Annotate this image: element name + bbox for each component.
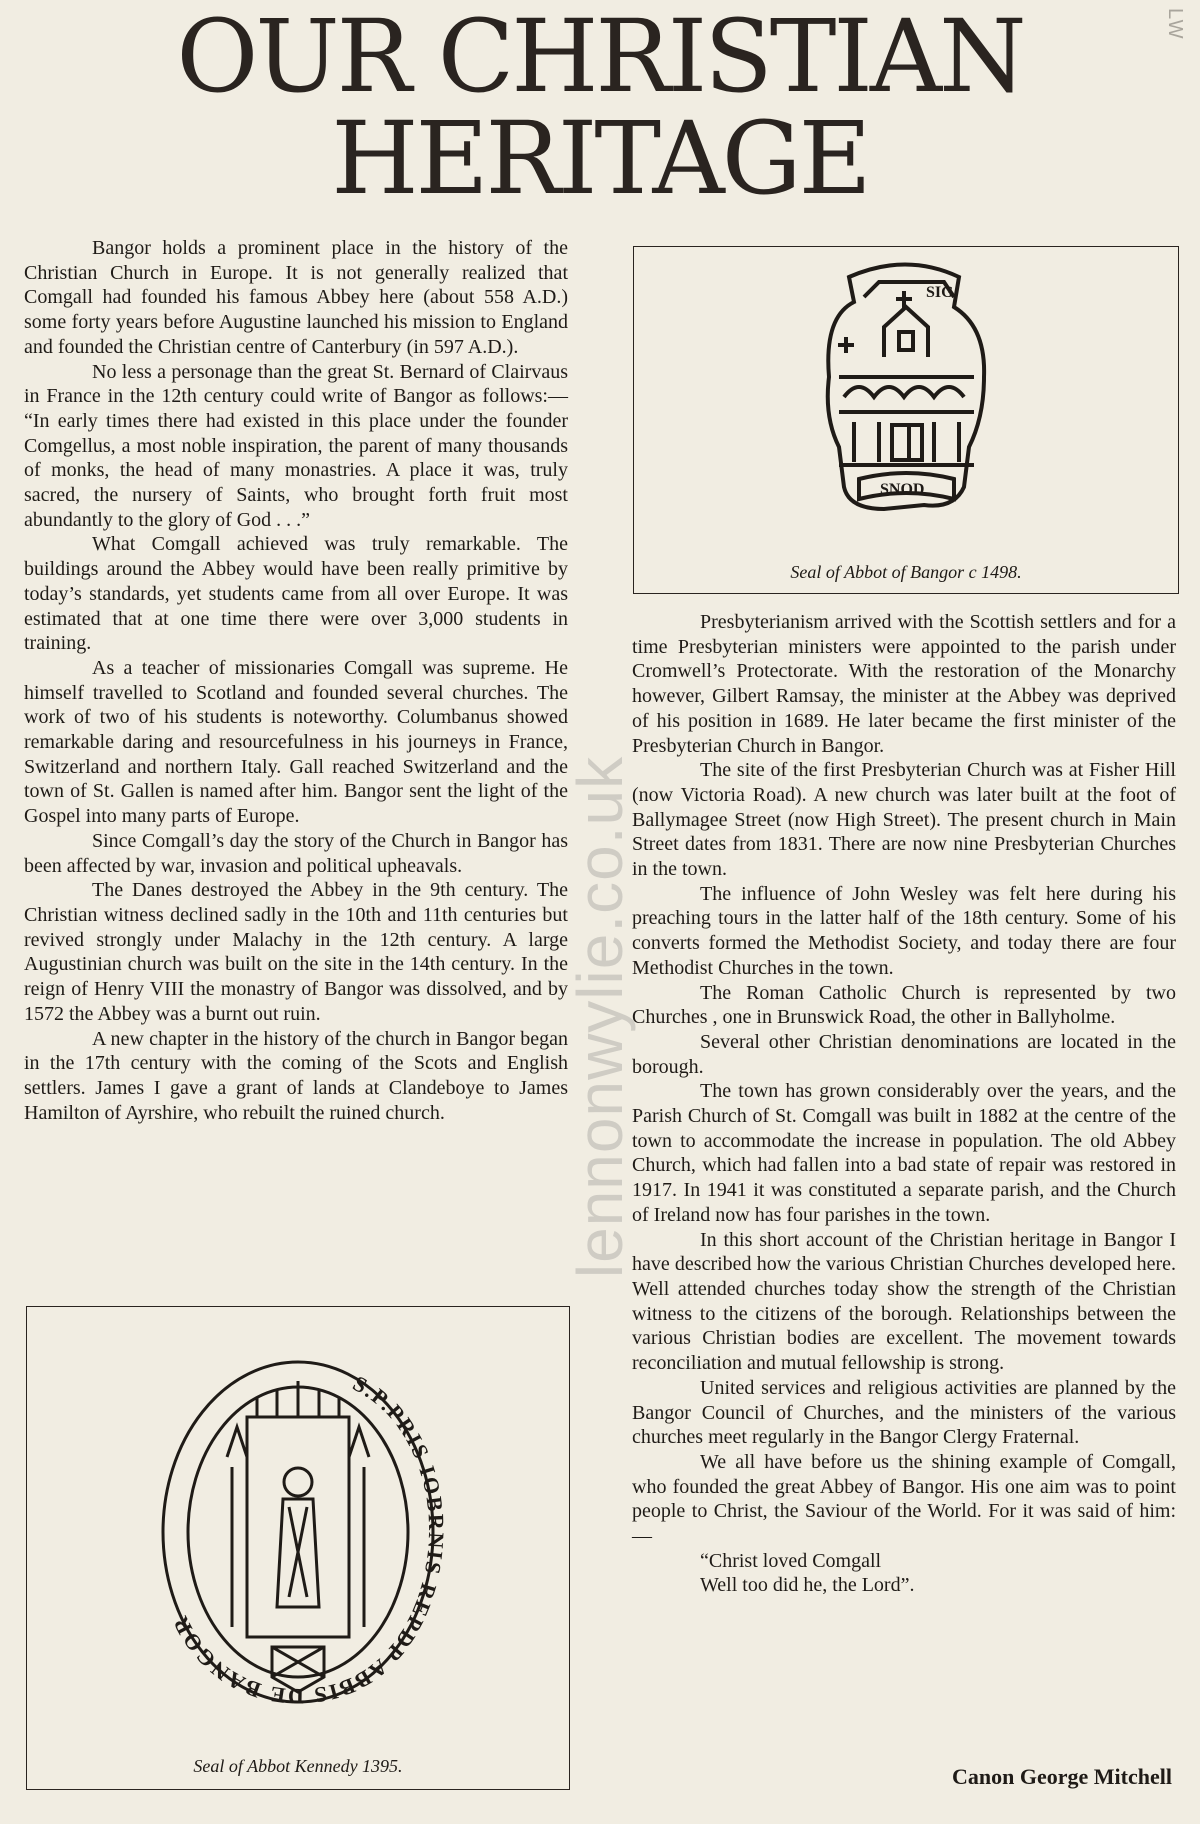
seal-kennedy-text: S.P.PRIS IOBRNIS REPDP ABBIS DE BANGOR [166,1370,450,1710]
paragraph: The site of the first Presbyterian Church was at Fisher Hill (now Victoria Road). A new church was later built at the foot of Ballymagee Street (now High Street). The present church in Main Street dates from 1831. There are now nine Presbyterian Churches in the town. [632,759,1176,881]
figure-abbot-kennedy-seal [26,1306,570,1790]
watermark: lennonwylie.co.uk [564,755,636,1279]
verse-line: Well too did he, the Lord”. [700,1574,915,1597]
author-signature: Canon George Mitchell [952,1764,1172,1789]
paragraph: The Danes destroyed the Abbey in the 9th century. The Christian witness declined sadly in the 10th and 11th centuries but revived strongly under Malachy in the 12th century. A large Augustinian church was built on the site in the 14th century. In the reign of Henry VIII the monastry of Bangor was dissolved, and by 1572 the Abbey was a burnt out ruin. [24,879,568,1025]
figure-abbot-seal-1498 [633,246,1179,594]
corner-mark: LW [1164,8,1186,41]
paragraph: We all have before us the shining example of Comgall, who founded the great Abbey of Bangor. His one aim was to point people to Christ, the Saviour of the World. For it was said of him:— [632,1450,1176,1548]
verse-line: “Christ loved Comgall [700,1549,882,1572]
paragraph: Presbyterianism arrived with the Scottish settlers and for a time Presbyterian ministers were appointed to the parish under Cromwell’s Protectorate. With the restoration of the Monarchy however, Gilbert Ramsay, the minister at the Abbey was deprived of his position in 1689. He later became the first minister of the Presbyterian Church in Bangor. [632,611,1176,757]
paragraph: The influence of John Wesley was felt here during his preaching tours in the latter half of the 18th century. Some of his converts formed the Methodist Society, and today there are four Methodist Churches in the town. [632,882,1176,979]
seal-1498-illustration [634,247,1178,547]
paragraph: No less a personage than the great St. Bernard of Clairvaus in France in the 12th century could write of Bangor as follows:— “In early times there had existed in this place under the founder Comgellus, a most noble inspiration, the parent of many thousands of monks, the head of many monastries. A place it was, truly sacred, the nursery of Saints, who brought forth fruit most abundantly to the glory of God . . .” [24,360,568,531]
paragraph: As a teacher of missionaries Comgall was supreme. He himself travelled to Scotland and founded several churches. The work of two of his students is noteworthy. Columbanus showed remarkable daring and resourcefulness in his journeys in France, Switzerland and northern Italy. Gall reached Switzerland and the town of St. Gallen is named after him. Bangor sent the light of the Gospel into many parts of Europe. [24,656,568,828]
paragraph: United services and religious activities are planned by the Bangor Council of Churches, and the ministers of the various churches meet regularly in the Bangor Clergy Fraternal. [632,1376,1176,1449]
figure-caption: Seal of Abbot of Bangor c 1498. [790,562,1022,582]
paragraph: In this short account of the Christian heritage in Bangor I have described how the various Christian Churches developed here. Well attended churches today show the strength of the Christian witness to the citizens of the borough. Relationships between the various Christian bodies are excellent. The movement towards reconciliation and mutual fellowship is strong. [632,1228,1176,1375]
paragraph: What Comgall achieved was truly remarkable. The buildings around the Abbey would have been really primitive by today’s standards, yet students came from all over Europe. It was estimated that at one time there were over 3,000 students in training. [24,533,568,655]
left-column [24,236,568,1125]
article-title [0,0,1200,217]
seal-kennedy-illustration [27,1307,569,1747]
seal-1498-text-lower: SNOD [880,481,925,498]
title-line-1: OUR CHRISTIAN [176,0,1024,115]
paragraph: Bangor holds a prominent place in the history of the Christian Church in Europe. It is not generally realized that Comgall had founded his famous Abbey here (about 558 A.D.) some forty years before Augustine launched his mission to England and founded the Christian centre of Canterbury (in 597 A.D.). [24,237,568,358]
paragraph: The Roman Catholic Church is represented by two Churches , one in Brunswick Road, the other in Ballyholme. [632,981,1176,1029]
right-column [632,610,1176,1598]
paragraph: Since Comgall’s day the story of the Church in Bangor has been affected by war, invasion and political upheavals. [24,829,568,877]
figure-caption: Seal of Abbot Kennedy 1395. [193,1756,403,1776]
title-line-2: HERITAGE [331,100,869,217]
paragraph: The town has grown considerably over the years, and the Parish Church of St. Comgall was built in 1882 at the centre of the town to accommodate the increase in population. The old Abbey Church, which had fallen into a bad state of repair was restored in 1917. In 1941 it was constituted a separate parish, and the Church of Ireland now has four parishes in the town. [632,1080,1176,1226]
paragraph: A new chapter in the history of the church in Bangor began in the 17th century with the coming of the Scots and English settlers. James I gave a grant of lands at Clandeboye to James Hamilton of Ayrshire, who rebuilt the ruined church. [24,1027,568,1124]
paragraph: Several other Christian denominations are located in the borough. [632,1030,1176,1078]
seal-1498-text-upper: SIG [926,284,954,301]
